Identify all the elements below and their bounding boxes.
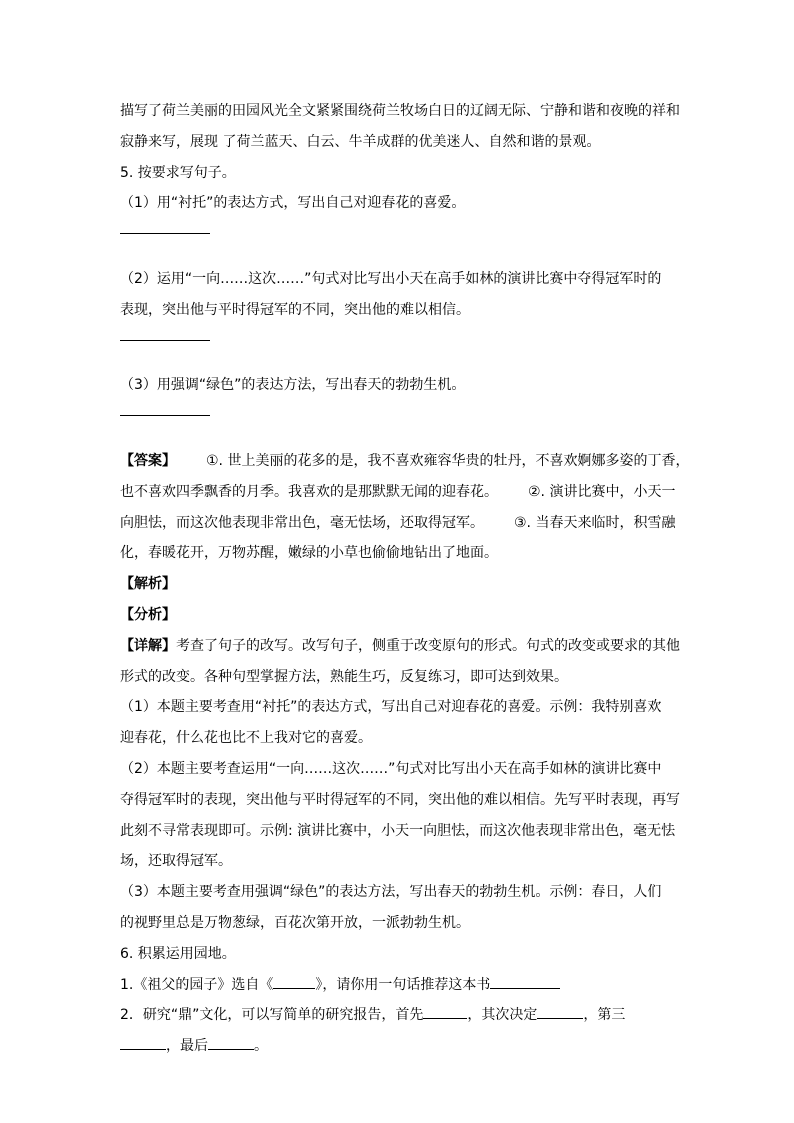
answer-label: 【答案】 bbox=[120, 452, 176, 469]
answer-text: ③. 当春天来临时，积雪融 bbox=[514, 514, 676, 531]
detail-line: 此刻不寻常表现即可。示例: 演讲比赛中，小天一向胆怯，而这次他表现非常出色，毫无怯 bbox=[120, 822, 676, 839]
q6-text: 》，请你用一句话推荐这本书 bbox=[315, 976, 491, 993]
detail-line: （1）本题主要考查用“衬托”的表达方式，写出自己对迎春花的喜爱。示例：我特别喜欢 bbox=[120, 699, 662, 716]
detail-line: 形式的改变。各种句型掌握方法，熟能生巧，反复练习，即可达到效果。 bbox=[120, 668, 568, 685]
question-5-heading: 5. 按要求写句子。 bbox=[120, 164, 236, 181]
question-5-part-1: （1）用“衬托”的表达方式，写出自己对迎春花的喜爱。 bbox=[120, 195, 466, 212]
detail-line: （3）本题主要考查用强调“绿色”的表达方法，写出春天的勃勃生机。示例：春日，人们 bbox=[120, 884, 662, 901]
detail-line: 迎春花，什么花也比不上我对它的喜爱。 bbox=[120, 730, 372, 747]
detail-line: 场，还取得冠军。 bbox=[120, 853, 232, 870]
fill-blank[interactable] bbox=[120, 1035, 166, 1050]
answer-line bbox=[120, 340, 680, 371]
analysis-subheading: 【分析】 bbox=[120, 606, 176, 623]
answer-line-4: 化，春暖花开，万物苏醒，嫩绿的小草也偷偷地钻出了地面。 bbox=[120, 545, 498, 562]
answer-rule bbox=[120, 340, 210, 341]
q6-text: 2．研究“鼎”文化，可以写简单的研究报告，首先 bbox=[120, 1007, 424, 1024]
q6-text: ，其次决定 bbox=[467, 1007, 538, 1024]
question-5-part-2: （2）运用“一向……这次……”句式对比写出小天在高手如林的演讲比赛中夺得冠军时的 bbox=[120, 270, 662, 287]
fill-blank[interactable] bbox=[273, 974, 315, 989]
answer-line-1 bbox=[120, 446, 690, 477]
answer-rule bbox=[120, 233, 210, 234]
analysis-heading: 【解析】 bbox=[120, 576, 176, 593]
answer-line bbox=[120, 415, 680, 446]
answer-line bbox=[120, 233, 680, 264]
answer-text: ①. 世上美丽的花多的是，我不喜欢雍容华贵的牡丹，不喜欢婀娜多姿的丁香， bbox=[206, 452, 690, 469]
answer-text: 也不喜欢四季飘香的月季。我喜欢的是那默默无闻的迎春花。 bbox=[120, 483, 498, 500]
fill-blank[interactable] bbox=[423, 1004, 467, 1019]
detail-line: 夺得冠军时的表现，突出他与平时得冠军的不同，突出他的难以相信。先写平时表现，再写 bbox=[120, 791, 680, 808]
answer-text: 向胆怯，而这次他表现非常出色，毫无怯场，还取得冠军。 bbox=[120, 514, 484, 531]
answer-line-3 bbox=[120, 508, 680, 539]
question-6-item-2-cont bbox=[120, 1031, 680, 1062]
question-6-item-1 bbox=[120, 970, 680, 1001]
question-6-heading: 6. 积累运用园地。 bbox=[120, 945, 236, 962]
text-line: 描写了荷兰美丽的田园风光全文紧紧围绕荷兰牧场白日的辽阔无际、宁静和谐和夜晚的祥和 bbox=[120, 103, 680, 119]
fill-blank[interactable] bbox=[537, 1004, 583, 1019]
text-line: 表现，突出他与平时得冠军的不同，突出他的难以相信。 bbox=[120, 301, 470, 318]
q6-text: 1.《祖父的园子》选自《 bbox=[120, 976, 274, 993]
document-page bbox=[120, 96, 690, 1062]
answer-text: ②. 演讲比赛中，小天一 bbox=[528, 483, 676, 500]
detail-label: 【详解】 bbox=[120, 637, 176, 654]
q6-text: 。 bbox=[254, 1038, 268, 1055]
detail-line-1 bbox=[120, 631, 680, 662]
question-6-item-2 bbox=[120, 1000, 680, 1031]
q6-text: ，最后 bbox=[166, 1038, 208, 1055]
q6-text: ，第三 bbox=[583, 1007, 626, 1024]
fill-blank[interactable] bbox=[490, 974, 560, 989]
fill-blank[interactable] bbox=[208, 1035, 254, 1050]
question-5-part-3: （3）用强调“绿色”的表达方法，写出春天的勃勃生机。 bbox=[120, 377, 466, 394]
detail-line: （2）本题主要考查运用“一向……这次……”句式对比写出小天在高手如林的演讲比赛中 bbox=[120, 760, 662, 777]
detail-text: 考查了句子的改写。改写句子，侧重于改变原句的形式。句式的改变或要求的其他 bbox=[176, 637, 680, 654]
answer-rule bbox=[120, 415, 210, 416]
answer-line-2 bbox=[120, 477, 680, 508]
text-line: 寂静来写，展现 了荷兰蓝天、白云、牛羊成群的优美迷人、自然和谐的景观。 bbox=[120, 133, 601, 150]
detail-line: 的视野里总是万物葱绿，百花次第开放，一派勃勃生机。 bbox=[120, 914, 470, 931]
